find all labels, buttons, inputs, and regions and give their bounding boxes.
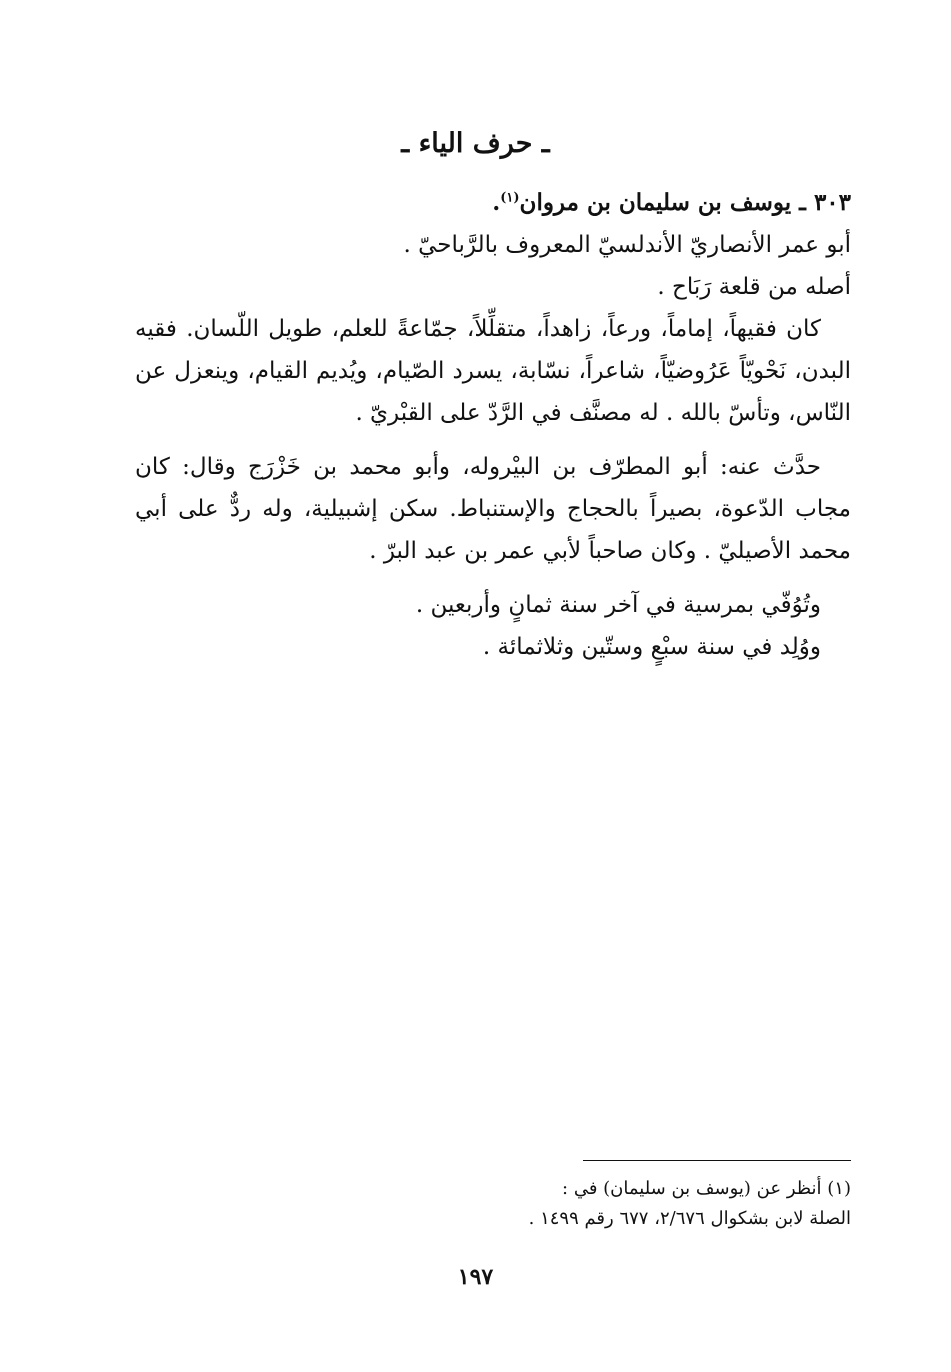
biography-entry <box>135 182 851 668</box>
entry-narrators: حدَّث عنه: أبو المطرّف بن البيْروله، وأبو محمد بن خَزْرَج وقال: كان مجاب الدّعوة، بصيراً بالحجاج والإستنباط. سكن إشبيلية، وله ردٌّ على أبي محمد الأصيليّ . وكان صاحباً لأبي عمر بن عبد البرّ . <box>135 454 851 564</box>
footnotes <box>135 1174 851 1234</box>
entry-title-end: . <box>492 189 501 216</box>
footnote-reference[interactable]: (١) <box>500 190 520 206</box>
footnote-line: (١) أنظر عن (يوسف بن سليمان) في : <box>562 1178 851 1199</box>
footnote-line: الصلة لابن بشكوال ٢/٦٧٦، ٦٧٧ رقم ١٤٩٩ . <box>528 1208 851 1229</box>
entry-title <box>135 182 851 224</box>
page-number: ١٩٧ <box>457 1264 494 1290</box>
entry-birth: ووُلِد في سنة سبْعٍ وستّين وثلاثمائة . <box>482 634 821 660</box>
footnote-divider <box>583 1160 851 1161</box>
entry-kunya-nisba: أبو عمر الأنصاريّ الأندلسيّ المعروف بالرَّباحيّ . <box>403 232 851 258</box>
entry-description: كان فقيهاً، إماماً، ورعاً، زاهداً، متقلِّلاً، جمّاعةً للعلم، طويل اللّسان. فقيه البدن، نَحْويّاً عَرُوضيّاً، شاعراً، نسّابة، يسرد الصّيام، ويُديم القيام، وينعزل عن النّاس، وتأسّ بالله . له مصنَّف في الرَّدّ على القبْريّ . <box>135 316 851 426</box>
chapter-heading: ـ حرف الياء ـ <box>401 128 550 159</box>
entry-death: وتُوُفّي بمرسية في آخر سنة ثمانٍ وأربعين . <box>415 592 821 618</box>
entry-number-title: ٣٠٣ ـ يوسف بن سليمان بن مروان <box>519 189 851 216</box>
entry-origin: أصله من قلعة رَبَاح . <box>657 274 851 300</box>
